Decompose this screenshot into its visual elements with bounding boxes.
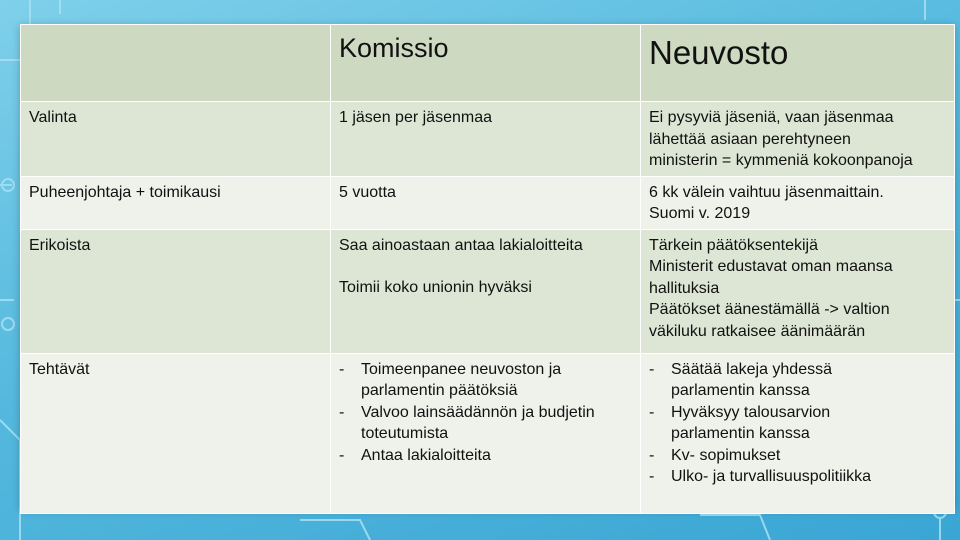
row-label: Puheenjohtaja + toimikausi xyxy=(21,176,331,229)
row-label: Erikoista xyxy=(21,229,331,353)
table-row-tehtavat xyxy=(21,353,955,513)
list-item-line: parlamentin kanssa xyxy=(671,382,810,399)
list-item-line: - Hyväksyy talousarvion xyxy=(671,403,831,421)
cell-line: Ei pysyviä jäseniä, vaan jäsenmaa xyxy=(649,109,894,126)
list-item-line: - Ulko- ja turvallisuuspolitiikka xyxy=(671,468,872,485)
comparison-table xyxy=(20,24,955,514)
list-item xyxy=(339,445,632,467)
list-item xyxy=(649,359,946,402)
cell-line: Päätökset äänestämällä -> valtion xyxy=(649,301,890,318)
cell-komissio xyxy=(331,353,641,513)
list-item-line: - Antaa lakialoitteita xyxy=(361,446,491,464)
list-item xyxy=(649,466,946,488)
cell-line: väkiluku ratkaisee äänimäärän xyxy=(649,322,866,340)
cell-komissio xyxy=(331,229,641,353)
list-item-line: - Säätää lakeja yhdessä xyxy=(671,360,832,378)
cell-line: lähettää asiaan perehtyneen xyxy=(649,130,851,148)
table-header-row xyxy=(21,25,955,102)
cell-neuvosto xyxy=(641,229,955,353)
list-item-line: parlamentin päätöksiä xyxy=(361,382,518,399)
cell-komissio: 1 jäsen per jäsenmaa xyxy=(331,102,641,177)
list-item-line: - Kv- sopimukset xyxy=(671,446,781,464)
header-komissio: Komissio xyxy=(339,33,449,63)
cell-line: Tärkein päätöksentekijä xyxy=(649,236,818,254)
komissio-task-list xyxy=(339,359,632,467)
header-cell-neuvosto xyxy=(641,25,955,102)
table-row-puheenjohtaja xyxy=(21,176,955,229)
cell-line: hallituksia xyxy=(649,279,720,297)
list-item xyxy=(339,402,632,445)
header-cell-komissio xyxy=(331,25,641,102)
cell-neuvosto xyxy=(641,353,955,513)
table-row-valinta xyxy=(21,102,955,177)
cell-line: Ministerit edustavat oman maansa xyxy=(649,258,893,275)
list-item xyxy=(649,402,946,445)
list-item-line: parlamentin kanssa xyxy=(671,425,810,442)
header-cell-empty xyxy=(21,25,331,102)
list-item-line: toteutumista xyxy=(361,425,449,442)
list-item xyxy=(339,359,632,402)
cell-line: 6 kk välein vaihtuu jäsenmaittain. xyxy=(649,183,884,201)
cell-neuvosto xyxy=(641,102,955,177)
cell-line: Suomi v. 2019 xyxy=(649,205,751,222)
cell-line: ministerin = kymmeniä kokoonpanoja xyxy=(649,152,913,169)
cell-komissio: 5 vuotta xyxy=(331,176,641,229)
neuvosto-task-list xyxy=(649,359,946,488)
list-item xyxy=(649,445,946,467)
comparison-table-container xyxy=(20,24,954,508)
row-label: Valinta xyxy=(21,102,331,177)
list-item-line: - Valvoo lainsäädännön ja budjetin xyxy=(361,403,595,421)
cell-neuvosto xyxy=(641,176,955,229)
cell-line: Saa ainoastaan antaa lakialoitteita xyxy=(339,236,583,254)
header-neuvosto: Neuvosto xyxy=(649,34,789,71)
table-row-erikoista xyxy=(21,229,955,353)
row-label: Tehtävät xyxy=(21,353,331,513)
cell-line: Toimii koko unionin hyväksi xyxy=(339,279,532,296)
paragraph-gap xyxy=(339,256,632,277)
list-item-line: - Toimeenpanee neuvoston ja xyxy=(361,360,562,378)
